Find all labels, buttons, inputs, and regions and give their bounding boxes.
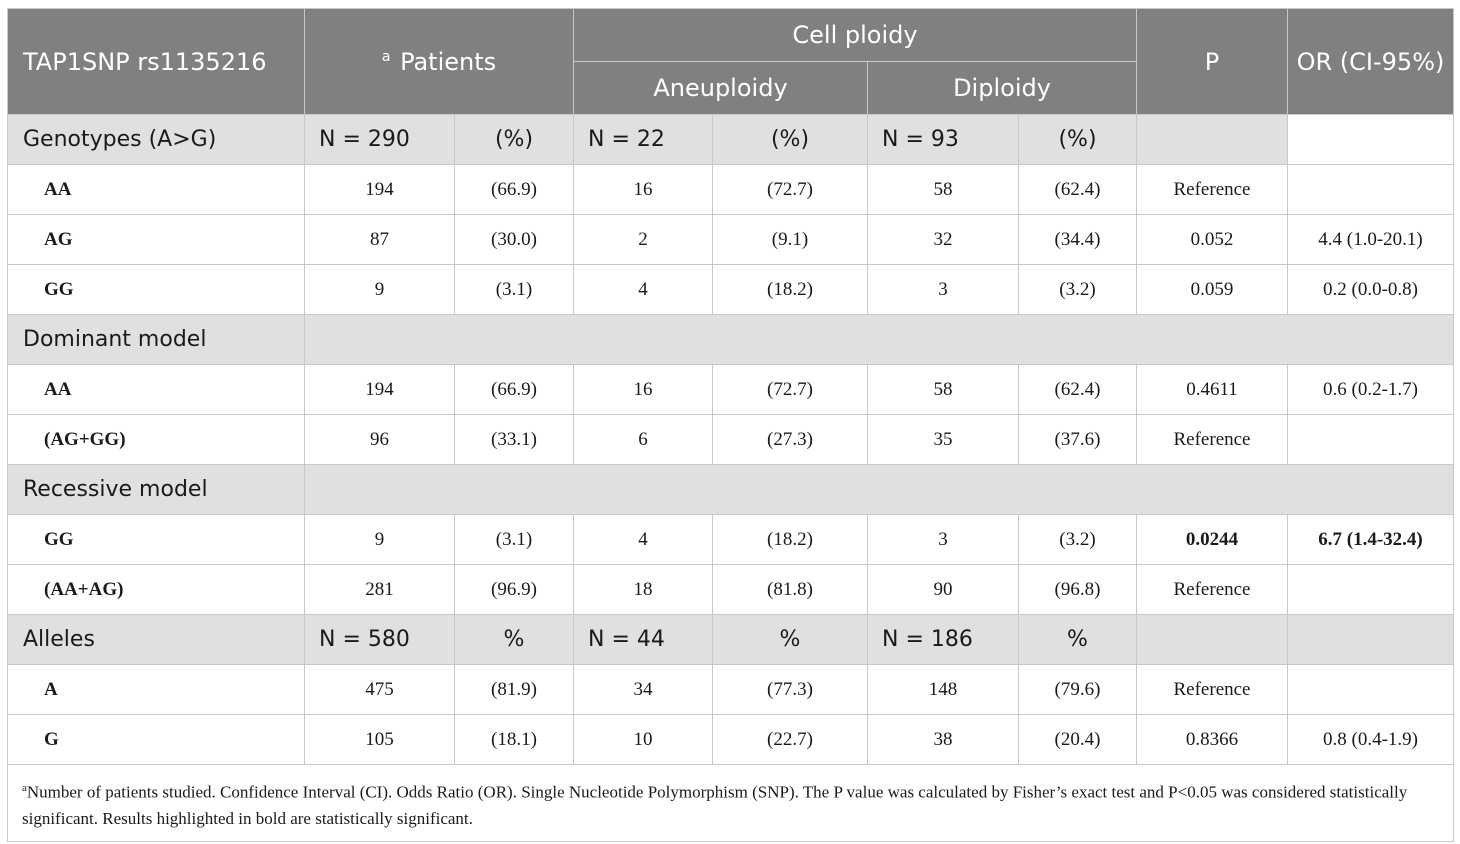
footnote-row <box>8 765 1454 842</box>
section-label: Dominant model <box>8 315 305 365</box>
table-row <box>8 565 1454 615</box>
diploidy-pct: (62.4) <box>1019 165 1137 215</box>
section-aneuploidy-pct: % <box>713 615 868 665</box>
aneuploidy-count: 2 <box>574 215 713 265</box>
patients-header <box>305 9 574 115</box>
patients-pct: (30.0) <box>455 215 574 265</box>
footnote <box>8 765 1454 842</box>
patients-count: 194 <box>305 165 455 215</box>
header-row <box>8 9 1454 62</box>
patients-pct: (66.9) <box>455 165 574 215</box>
table-row <box>8 265 1454 315</box>
patients-count: 105 <box>305 715 455 765</box>
patients-count: 87 <box>305 215 455 265</box>
footnote-text: Number of patients studied. Confidence Interval (CI). Odds Ratio (OR). Single Nucleotide Polymorphism (SNP). The P value was calculated by Fisher’s exact test and P<0.05 was considered statistically significant. Results highlighted in bold are statistically significant. <box>22 782 1408 828</box>
row-label: (AA+AG) <box>8 565 305 615</box>
section-or-empty <box>1288 115 1454 165</box>
aneuploidy-count: 4 <box>574 515 713 565</box>
diploidy-count: 3 <box>868 265 1019 315</box>
section-or-empty <box>1288 615 1454 665</box>
section-filler <box>305 465 1454 515</box>
row-label: G <box>8 715 305 765</box>
odds-ratio: 6.7 (1.4-32.4) <box>1288 515 1454 565</box>
section-p-empty <box>1137 115 1288 165</box>
odds-ratio: 0.8 (0.4-1.9) <box>1288 715 1454 765</box>
cell-ploidy-header: Cell ploidy <box>574 9 1137 62</box>
diploidy-pct: (79.6) <box>1019 665 1137 715</box>
diploidy-count: 148 <box>868 665 1019 715</box>
diploidy-pct: (34.4) <box>1019 215 1137 265</box>
odds-ratio <box>1288 565 1454 615</box>
patients-pct: (66.9) <box>455 365 574 415</box>
patients-count: 9 <box>305 265 455 315</box>
diploidy-count: 35 <box>868 415 1019 465</box>
diploidy-pct: (62.4) <box>1019 365 1137 415</box>
section-label: Alleles <box>8 615 305 665</box>
table-row <box>8 415 1454 465</box>
aneuploidy-pct: (72.7) <box>713 365 868 415</box>
diploidy-count: 32 <box>868 215 1019 265</box>
aneuploidy-count: 18 <box>574 565 713 615</box>
diploidy-count: 58 <box>868 165 1019 215</box>
aneuploidy-pct: (22.7) <box>713 715 868 765</box>
section-row <box>8 115 1454 165</box>
section-filler <box>305 315 1454 365</box>
patients-pct: (3.1) <box>455 265 574 315</box>
snp-header: TAP1SNP rs1135216 <box>8 9 305 115</box>
section-aneuploidy-pct: (%) <box>713 115 868 165</box>
patients-count: 9 <box>305 515 455 565</box>
patients-count: 96 <box>305 415 455 465</box>
section-aneuploidy-n: N = 44 <box>574 615 713 665</box>
section-diploidy-pct: (%) <box>1019 115 1137 165</box>
row-label: GG <box>8 515 305 565</box>
section-row <box>8 315 1454 365</box>
patients-pct: (96.9) <box>455 565 574 615</box>
aneuploidy-count: 34 <box>574 665 713 715</box>
row-label: AA <box>8 365 305 415</box>
row-label: (AG+GG) <box>8 415 305 465</box>
patients-count: 194 <box>305 365 455 415</box>
aneuploidy-pct: (77.3) <box>713 665 868 715</box>
patients-header-label: Patients <box>400 47 497 76</box>
patients-count: 475 <box>305 665 455 715</box>
section-patients-pct: % <box>455 615 574 665</box>
table-row <box>8 715 1454 765</box>
section-patients-n: N = 290 <box>305 115 455 165</box>
patients-pct: (81.9) <box>455 665 574 715</box>
aneuploidy-count: 16 <box>574 365 713 415</box>
section-p-empty <box>1137 615 1288 665</box>
p-value: Reference <box>1137 415 1288 465</box>
p-value: Reference <box>1137 565 1288 615</box>
patients-count: 281 <box>305 565 455 615</box>
aneuploidy-count: 6 <box>574 415 713 465</box>
or-header: OR (CI-95%) <box>1288 9 1454 115</box>
p-value: 0.0244 <box>1137 515 1288 565</box>
section-patients-pct: (%) <box>455 115 574 165</box>
p-value: 0.052 <box>1137 215 1288 265</box>
aneuploidy-count: 10 <box>574 715 713 765</box>
snp-results-table <box>7 8 1454 842</box>
p-value: Reference <box>1137 165 1288 215</box>
aneuploidy-pct: (9.1) <box>713 215 868 265</box>
diploidy-pct: (96.8) <box>1019 565 1137 615</box>
section-row <box>8 465 1454 515</box>
diploidy-pct: (3.2) <box>1019 265 1137 315</box>
diploidy-pct: (3.2) <box>1019 515 1137 565</box>
footnote-marker: a <box>22 782 27 794</box>
odds-ratio: 0.2 (0.0-0.8) <box>1288 265 1454 315</box>
aneuploidy-pct: (18.2) <box>713 515 868 565</box>
odds-ratio: 0.6 (0.2-1.7) <box>1288 365 1454 415</box>
p-value: 0.4611 <box>1137 365 1288 415</box>
section-patients-n: N = 580 <box>305 615 455 665</box>
aneuploidy-count: 4 <box>574 265 713 315</box>
patients-footnote-marker: a <box>381 48 391 65</box>
row-label: AG <box>8 215 305 265</box>
p-header: P <box>1137 9 1288 115</box>
odds-ratio <box>1288 415 1454 465</box>
odds-ratio <box>1288 665 1454 715</box>
table-row <box>8 665 1454 715</box>
table-row <box>8 165 1454 215</box>
section-diploidy-pct: % <box>1019 615 1137 665</box>
aneuploidy-count: 16 <box>574 165 713 215</box>
patients-pct: (3.1) <box>455 515 574 565</box>
aneuploidy-pct: (81.8) <box>713 565 868 615</box>
diploidy-count: 58 <box>868 365 1019 415</box>
table-row <box>8 515 1454 565</box>
p-value: Reference <box>1137 665 1288 715</box>
diploidy-pct: (20.4) <box>1019 715 1137 765</box>
p-value: 0.8366 <box>1137 715 1288 765</box>
diploidy-header: Diploidy <box>868 62 1137 115</box>
row-label: AA <box>8 165 305 215</box>
table-row <box>8 215 1454 265</box>
p-value: 0.059 <box>1137 265 1288 315</box>
section-label: Genotypes (A>G) <box>8 115 305 165</box>
aneuploidy-header: Aneuploidy <box>574 62 868 115</box>
section-diploidy-n: N = 186 <box>868 615 1019 665</box>
patients-pct: (33.1) <box>455 415 574 465</box>
row-label: A <box>8 665 305 715</box>
odds-ratio <box>1288 165 1454 215</box>
section-diploidy-n: N = 93 <box>868 115 1019 165</box>
aneuploidy-pct: (72.7) <box>713 165 868 215</box>
aneuploidy-pct: (27.3) <box>713 415 868 465</box>
section-label: Recessive model <box>8 465 305 515</box>
aneuploidy-pct: (18.2) <box>713 265 868 315</box>
odds-ratio: 4.4 (1.0-20.1) <box>1288 215 1454 265</box>
diploidy-count: 3 <box>868 515 1019 565</box>
results-table-container <box>7 8 1453 842</box>
diploidy-count: 90 <box>868 565 1019 615</box>
section-aneuploidy-n: N = 22 <box>574 115 713 165</box>
table-row <box>8 365 1454 415</box>
row-label: GG <box>8 265 305 315</box>
diploidy-pct: (37.6) <box>1019 415 1137 465</box>
diploidy-count: 38 <box>868 715 1019 765</box>
table-body <box>8 115 1454 765</box>
section-row <box>8 615 1454 665</box>
patients-pct: (18.1) <box>455 715 574 765</box>
